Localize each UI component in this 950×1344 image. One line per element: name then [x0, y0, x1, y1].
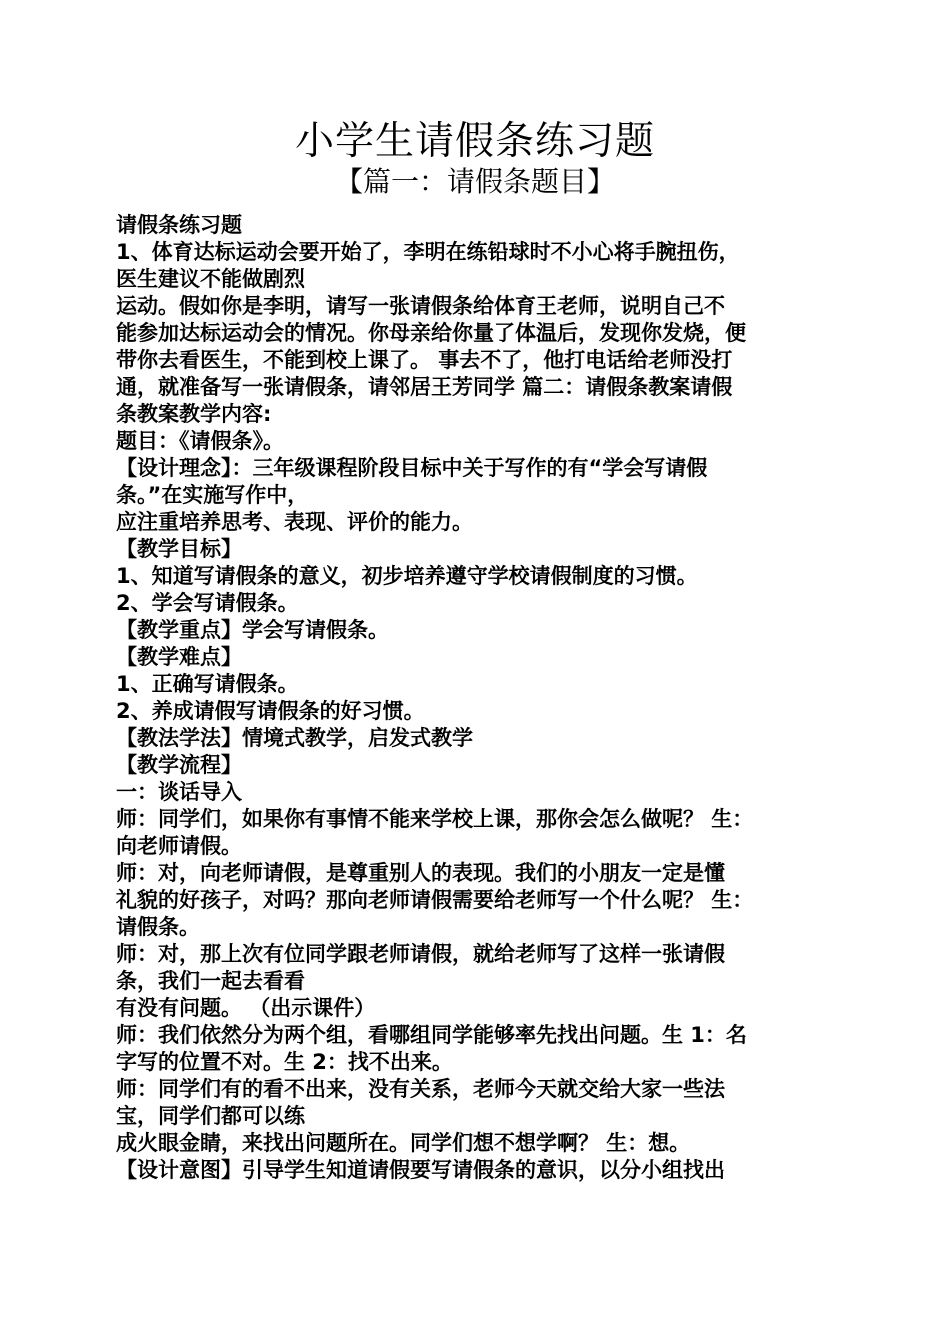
body-line: 师：同学们有的看不出来，没有关系，老师今天就交给大家一些法: [116, 1077, 725, 1101]
body-line: 宝，同学们都可以练: [116, 1104, 305, 1128]
body-line: 通，就准备写一张请假条，请邻居王芳同学 篇二：请假条教案请假: [116, 375, 733, 399]
body-line: 一：谈话导入: [116, 780, 242, 804]
body-line: 2、学会写请假条。: [116, 591, 299, 615]
body-line: 【教学重点】学会写请假条。: [116, 618, 389, 642]
body-line: 题目：《请假条》。: [116, 429, 284, 453]
body-line: 运动。假如你是李明，请写一张请假条给体育王老师，说明自己不: [116, 294, 725, 318]
body-line: 礼貌的好孩子，对吗？那向老师请假需要给老师写一个什么呢？ 生：: [116, 888, 754, 912]
body-line: 向老师请假。: [116, 834, 242, 858]
body-line: 2、养成请假写请假条的好习惯。: [116, 699, 425, 723]
document-title: 小学生请假条练习题: [294, 119, 655, 164]
body-line: 请假条。: [116, 915, 200, 939]
body-line: 【教学目标】: [116, 537, 242, 561]
body-line: 请假条练习题: [116, 213, 242, 237]
body-line: 应注重培养思考、表现、评价的能力。: [116, 510, 473, 534]
body-line: 【教法学法】情境式教学，启发式教学: [116, 726, 473, 750]
body-line: 条。”在实施写作中，: [116, 483, 309, 507]
body-line: 条，我们一起去看看: [116, 969, 305, 993]
body-line: 师：我们依然分为两个组，看哪组同学能够率先找出问题。生 1：名: [116, 1023, 747, 1047]
body-line: 【设计理念】：三年级课程阶段目标中关于写作的有“学会写请假: [116, 456, 708, 480]
body-line: 【设计意图】引导学生知道请假要写请假条的意识，以分小组找出: [116, 1158, 725, 1182]
body-line: 【教学难点】: [116, 645, 242, 669]
body-line: 带你去看医生，不能到校上课了。 事去不了，他打电话给老师没打: [116, 348, 733, 372]
body-line: 【教学流程】: [116, 753, 242, 777]
body-line: 1、知道写请假条的意义，初步培养遵守学校请假制度的习惯。: [116, 564, 698, 588]
document-body: [116, 212, 846, 1184]
body-line: 师：同学们，如果你有事情不能来学校上课，那你会怎么做呢？ 生：: [116, 807, 754, 831]
body-line: 师：对，向老师请假，是尊重别人的表现。我们的小朋友一定是懂: [116, 861, 725, 885]
body-line: 有没有问题。 （出示课件）: [116, 996, 376, 1020]
body-line: 能参加达标运动会的情况。你母亲给你量了体温后，发现你发烧，便: [116, 321, 746, 345]
body-line: 1、体育达标运动会要开始了，李明在练铅球时不小心将手腕扭伤，: [116, 240, 740, 264]
body-line: 医生建议不能做剧烈: [116, 267, 305, 291]
body-line: 成火眼金睛，来找出问题所在。同学们想不想学啊？ 生：想。: [116, 1131, 691, 1155]
body-line: 条教案教学内容:: [116, 402, 272, 426]
body-line: 1、正确写请假条。: [116, 672, 299, 696]
body-line: 师：对，那上次有位同学跟老师请假，就给老师写了这样一张请假: [116, 942, 725, 966]
body-line: 字写的位置不对。生 2：找不出来。: [116, 1050, 453, 1074]
document-subtitle: 【篇一：请假条题目】: [334, 165, 615, 198]
